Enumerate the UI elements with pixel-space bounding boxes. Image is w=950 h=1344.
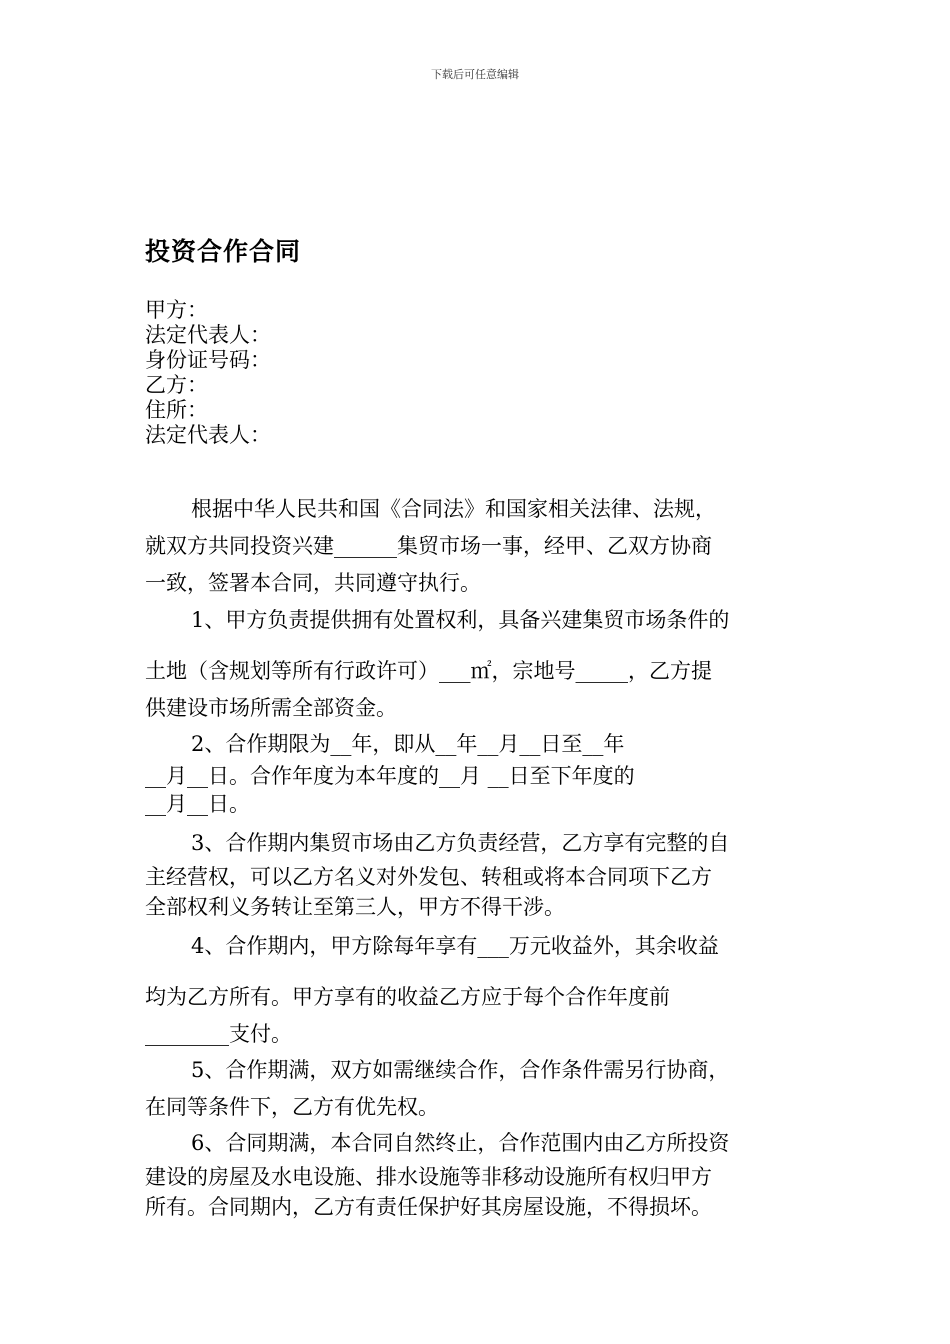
page-header: 下载后可任意编辑 — [431, 68, 519, 81]
party-a-id-number-label: 身份证号码： — [145, 348, 271, 372]
party-b-representative-label: 法定代表人： — [145, 423, 271, 447]
paragraph-line: 建设的房屋及水电设施、排水设施等非移动设施所有权归甲方 — [145, 1165, 712, 1189]
paragraph-line: ________支付。 — [145, 1022, 292, 1046]
clause-6-paragraph — [145, 1126, 810, 1220]
party-b-address-label: 住所： — [145, 398, 208, 422]
paragraph-line: 主经营权，可以乙方名义对外发包、转租或将本合同项下乙方 — [145, 865, 712, 889]
clause-5-paragraph — [145, 1052, 810, 1126]
parties-block — [145, 298, 271, 448]
document-title: 投资合作合同 — [145, 237, 302, 266]
paragraph-line: 2、合作期限为__年，即从__年__月__日至__年 — [191, 732, 625, 756]
clause-3-paragraph — [145, 826, 810, 920]
party-a-representative-label: 法定代表人： — [145, 323, 271, 347]
paragraph-line: 一致，签署本合同，共同遵守执行。 — [145, 571, 481, 595]
paragraph-line: 5、合作期满，双方如需继续合作，合作条件需另行协商， — [191, 1058, 730, 1082]
paragraph-line: 土地（含规划等所有行政许可）___㎡，宗地号_____，乙方提 — [145, 659, 712, 683]
clause-1-paragraph — [145, 602, 810, 727]
paragraph-line: 供建设市场所需全部资金。 — [145, 696, 397, 720]
clause-4-paragraph — [145, 928, 810, 1053]
paragraph-line: 在同等条件下，乙方有优先权。 — [145, 1095, 439, 1119]
paragraph-line: 6、合同期满，本合同自然终止，合作范围内由乙方所投资 — [191, 1131, 730, 1155]
paragraph-line: 就双方共同投资兴建______集贸市场一事，经甲、乙双方协商 — [145, 534, 712, 558]
paragraph-line: 4、合作期内，甲方除每年享有___万元收益外，其余收益 — [191, 934, 719, 958]
preamble-paragraph — [145, 491, 810, 602]
paragraph-line: __月__日。合作年度为本年度的__月 __日至下年度的 — [145, 764, 635, 788]
paragraph-line: 根据中华人民共和国《合同法》和国家相关法律、法规， — [191, 497, 716, 521]
party-b-label: 乙方： — [145, 373, 208, 397]
clause-2-paragraph — [145, 728, 810, 816]
paragraph-line: 全部权利义务转让至第三人，甲方不得干涉。 — [145, 895, 565, 919]
paragraph-line: __月__日。 — [145, 792, 250, 816]
paragraph-line: 1、甲方负责提供拥有处置权利，具备兴建集贸市场条件的 — [191, 608, 730, 632]
paragraph-line: 3、合作期内集贸市场由乙方负责经营，乙方享有完整的自 — [191, 831, 730, 855]
paragraph-line: 均为乙方所有。甲方享有的收益乙方应于每个合作年度前 — [145, 985, 670, 1009]
party-a-label: 甲方： — [145, 298, 208, 322]
paragraph-line: 所有。合同期内，乙方有责任保护好其房屋设施，不得损坏。 — [145, 1195, 712, 1219]
